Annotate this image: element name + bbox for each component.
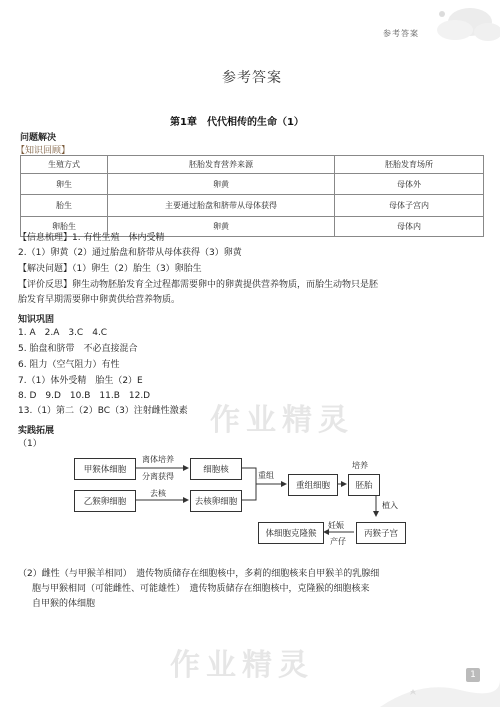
table-row (21, 174, 484, 195)
flow-box-nucleus: 细胞核 (190, 458, 242, 480)
answer-line: 2.（1）卵黄（2）通过胎盘和脐带从母体获得（3）卵黄 (18, 248, 242, 258)
flow-box-donor-cell: 甲猴体细胞 (74, 458, 136, 480)
flow-label-pregnancy: 妊娠 (328, 521, 344, 530)
flow-box-enucleated-egg: 去核卵细胞 (190, 490, 242, 512)
flow-label-separate: 分离获得 (142, 472, 174, 481)
table-cell: 卵黄 (108, 174, 335, 195)
answer-line: （2）雌性（与甲猴羊相同） 遗传物质储存在细胞核中，多莉的细胞核来自甲猴羊的乳腺细 (18, 569, 380, 579)
header-label: 参考答案 (383, 29, 419, 38)
knowledge-review-tag: 【知识回顾】 (16, 146, 71, 156)
header-decoration (0, 0, 500, 46)
table-cell: 卵黄 (108, 217, 335, 237)
answer-line: 【信息梳理】1. 有性生殖 体内受精 (18, 233, 165, 243)
answer-line: 13.（1）第二（2）BC（3）注射雌性激素 (18, 406, 188, 416)
flow-box-embryo: 胚胎 (348, 474, 380, 496)
table-row (21, 195, 484, 217)
table-cell: 母体外 (335, 174, 484, 195)
answer-line: （1） (18, 439, 42, 449)
table-cell: 母体内 (335, 217, 484, 237)
watermark: 作业精灵 (170, 648, 314, 683)
section-practice-extension: 实践拓展 (18, 426, 55, 436)
flow-label-implant: 植入 (382, 501, 398, 510)
answer-line: 自甲猴的体细胞 (32, 599, 96, 609)
cloud-decoration-icon (0, 0, 500, 46)
chapter-title: 第1章 代代相传的生命（1） (170, 117, 304, 128)
page-number: 1 (466, 668, 480, 682)
answer-line: 7.（1）体外受精 胎生（2）E (18, 376, 143, 386)
table-header-row (21, 156, 484, 174)
answer-line: 5. 胎盘和脐带 不必直接混合 (18, 344, 138, 354)
answer-line: 6. 阻力（空气阻力）有性 (18, 360, 120, 370)
flow-box-uterus: 丙猴子宫 (356, 522, 406, 544)
flow-label-birth: 产仔 (330, 537, 346, 546)
flow-box-clone-monkey: 体细胞克隆猴 (258, 522, 324, 544)
answer-line: 8. D 9.D 10.B 11.B 12.D (18, 391, 151, 401)
flow-box-recombined-cell: 重组细胞 (288, 474, 338, 496)
table-cell: 卵生 (21, 174, 108, 195)
flow-label-recombine: 重组 (258, 471, 274, 480)
flow-label-enucleate: 去核 (150, 489, 166, 498)
answer-line: 胎发育早期需要卵中卵黄供给营养物质。 (18, 295, 181, 305)
answer-line: 【解决问题】（1）卵生（2）胎生（3）卵胎生 (18, 264, 202, 274)
page-title: 参考答案 (222, 70, 282, 86)
answer-line: 1. A 2.A 3.C 4.C (18, 328, 108, 338)
section-knowledge-consolidation: 知识巩固 (18, 315, 55, 325)
table-header: 胚胎发育场所 (335, 156, 484, 174)
table-header: 胚胎发育营养来源 (108, 156, 335, 174)
table-cell: 母体子宫内 (335, 195, 484, 217)
flow-box-egg-cell: 乙猴卵细胞 (74, 490, 136, 512)
footer-decoration-icon (380, 660, 500, 707)
table-header: 生殖方式 (21, 156, 108, 174)
flow-label-culture: 离体培养 (142, 455, 174, 464)
section-problem-solving: 问题解决 (20, 133, 57, 143)
table-cell: 卵胎生 (21, 217, 108, 237)
flow-label-culture2: 培养 (352, 461, 368, 470)
reproduction-table (20, 155, 484, 237)
answer-line: 【评价反思】卵生动物胚胎发育全过程都需要卵中的卵黄提供营养物质，而胎生动物只是胚 (18, 280, 379, 290)
watermark: 作业精灵 (210, 403, 354, 438)
table-cell: 主要通过胎盘和脐带从母体获得 (108, 195, 335, 217)
answer-line: 胞与甲猴相同（可能雌性、可能雄性） 遗传物质储存在细胞核中，克隆猴的细胞核来 (32, 584, 370, 594)
table-cell: 胎生 (21, 195, 108, 217)
